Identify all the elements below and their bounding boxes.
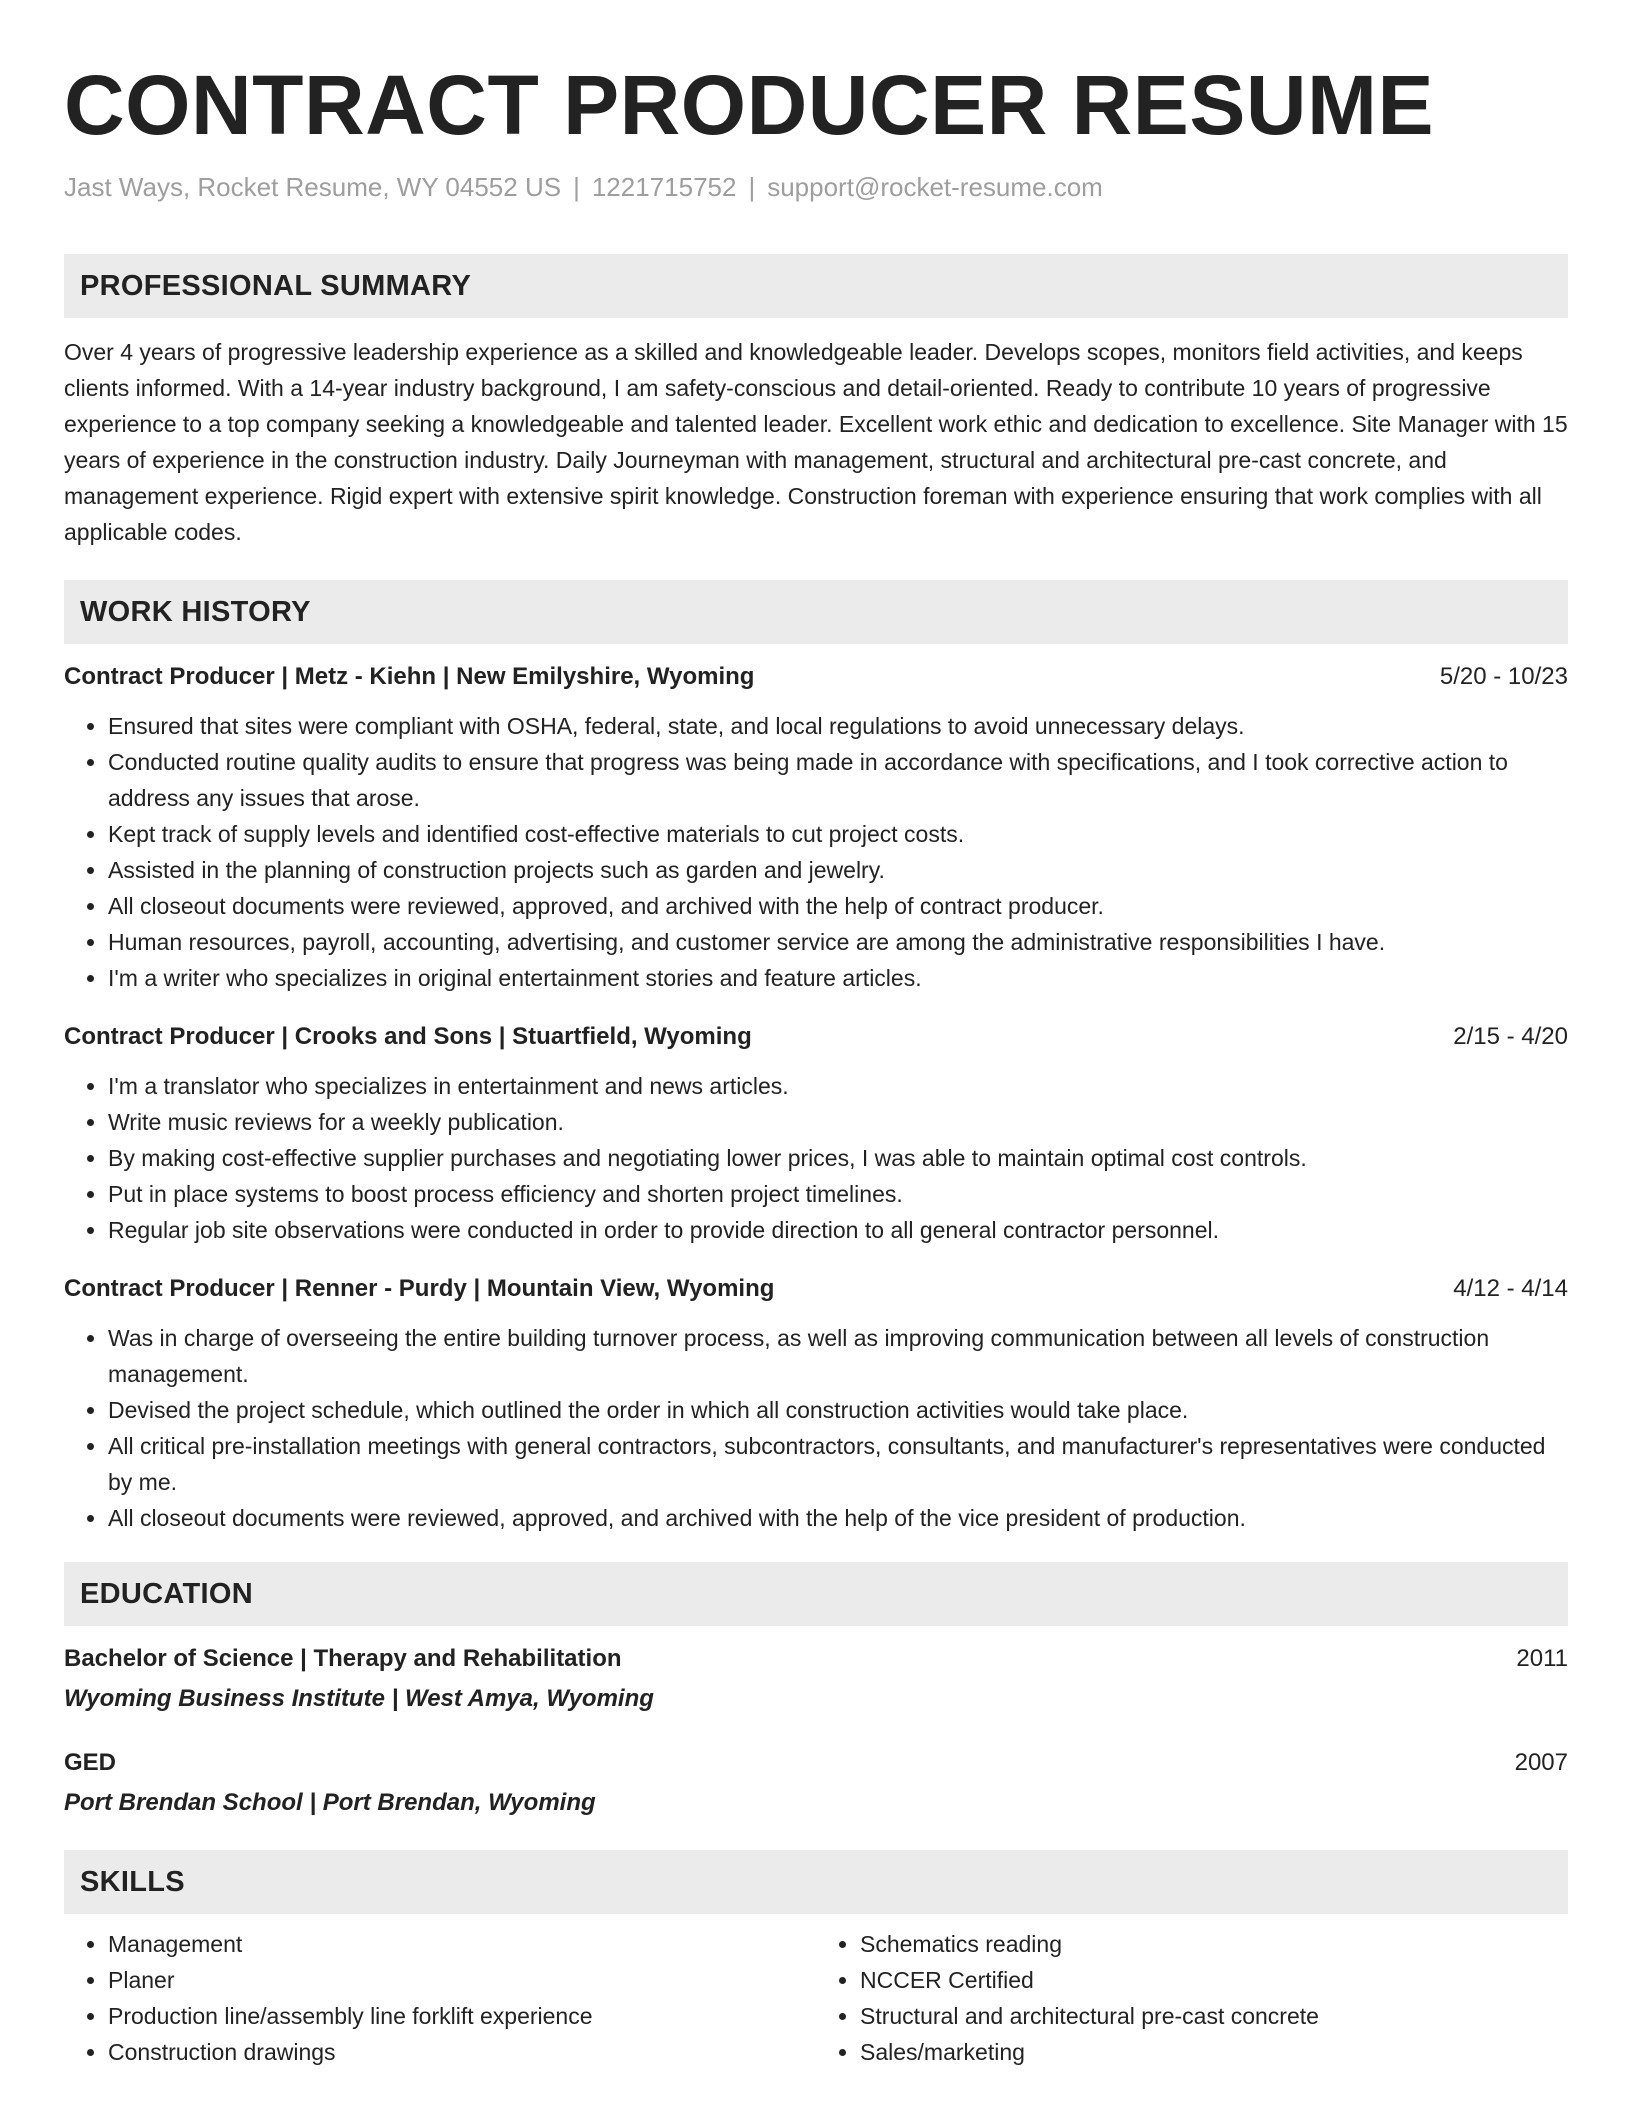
skill-item: • Sales/marketing [860,2034,1568,2070]
section-heading-education: EDUCATION [64,1562,1568,1626]
skill-item: • Production line/assembly line forklift experience [108,1998,816,2034]
job-bullet: • I'm a translator who specializes in entertainment and news articles. [108,1068,1568,1104]
contact-separator: | [573,172,580,202]
job-bullet: • All closeout documents were reviewed, approved, and archived with the help of contract producer. [108,888,1568,924]
job-bullet: • Ensured that sites were compliant with OSHA, federal, state, and local regulations to avoid unnecessary delays. [108,708,1568,744]
job-bullet: • Kept track of supply levels and identified cost-effective materials to cut project costs. [108,816,1568,852]
job-entry [64,660,1568,996]
job-date: 4/12 - 4/14 [1453,1275,1568,1302]
job-bullet: • All closeout documents were reviewed, approved, and archived with the help of the vice president of production. [108,1500,1568,1536]
job-bullet: • Put in place systems to boost process efficiency and shorten project timelines. [108,1176,1568,1212]
education-degree: GED [64,1749,117,1776]
education-school: Port Brendan School | Port Brendan, Wyoming [64,1789,596,1816]
job-bullet: • All critical pre-installation meetings with general contractors, subcontractors, consultants, and manufacturer's representatives were conducted by me. [108,1428,1568,1500]
skill-item: • Management [108,1926,816,1962]
job-bullet: • Human resources, payroll, accounting, advertising, and customer service are among the administrative responsibilities I have. [108,924,1568,960]
contact-separator: | [748,172,756,202]
education-year: 2011 [1516,1645,1568,1672]
skill-item: • Construction drawings [108,2034,816,2070]
education-degree: Bachelor of Science | Therapy and Rehabilitation [64,1645,622,1672]
job-entry [64,1020,1568,1248]
education-entry [64,1746,1568,1820]
education-header [64,1642,1568,1676]
education-header [64,1746,1568,1780]
section-heading-skills: SKILLS [64,1850,1568,1914]
job-entry [64,1272,1568,1536]
page-title: CONTRACT PRODUCER RESUME [64,58,1435,152]
job-bullet: • Assisted in the planning of construction projects such as garden and jewelry. [108,852,1568,888]
job-bullet: • Was in charge of overseeing the entire building turnover process, as well as improving communication between all levels of construction management. [108,1320,1568,1392]
job-bullet: • By making cost-effective supplier purchases and negotiating lower prices, I was able to maintain optimal cost controls. [108,1140,1568,1176]
job-title: Contract Producer | Metz - Kiehn | New Emilyshire, Wyoming [64,663,755,690]
contact-address: Jast Ways, Rocket Resume, WY 04552 US [64,172,562,202]
skill-item: • NCCER Certified [860,1962,1568,1998]
job-bullet: • Regular job site observations were conducted in order to provide direction to all general contractor personnel. [108,1212,1568,1248]
contact-line [64,170,1568,204]
skills-column-right [816,1926,1568,2070]
job-header [64,1272,1568,1306]
job-title: Contract Producer | Crooks and Sons | Stuartfield, Wyoming [64,1023,752,1050]
skill-item: • Planer [108,1962,816,1998]
job-header [64,660,1568,694]
job-date: 5/20 - 10/23 [1439,663,1568,690]
section-heading-summary: PROFESSIONAL SUMMARY [64,254,1568,318]
job-date: 2/15 - 4/20 [1453,1023,1568,1050]
contact-phone: 1221715752 [591,172,737,202]
skill-item: • Structural and architectural pre-cast concrete [860,1998,1568,2034]
job-bullets [64,1068,1568,1248]
section-heading-work-history: WORK HISTORY [64,580,1568,644]
education-year: 2007 [1514,1749,1568,1776]
skill-item: • Schematics reading [860,1926,1568,1962]
education-entry [64,1642,1568,1716]
job-title: Contract Producer | Renner - Purdy | Mountain View, Wyoming [64,1275,775,1302]
summary-text: Over 4 years of progressive leadership experience as a skilled and knowledgeable leader. Develops scopes, monitors field activities, and keeps clients informed. With a 14-year industry background, I am safety-conscious and detail-oriented. Ready to contribute 10 years of progressive experience to a top company seeking a knowledgeable and talented leader. Excellent work ethic and dedication to excellence. Site Manager with 15 years of experience in the construction industry. Daily Journeyman with management, structural and architectural pre-cast concrete, and management experience. Rigid expert with extensive spirit knowledge. Construction foreman with experience ensuring that work complies with all applicable codes. [64,339,1568,545]
resume-page [64,0,1568,2070]
education-school: Wyoming Business Institute | West Amya, Wyoming [64,1685,654,1712]
job-bullets [64,708,1568,996]
job-bullet: • Write music reviews for a weekly publication. [108,1104,1568,1140]
contact-email: support@rocket-resume.com [767,172,1103,202]
job-bullet: • I'm a writer who specializes in original entertainment stories and feature articles. [108,960,1568,996]
job-bullets [64,1320,1568,1536]
skills-grid [64,1926,1568,2070]
skills-column-left [64,1926,816,2070]
job-bullet: • Devised the project schedule, which outlined the order in which all construction activities would take place. [108,1392,1568,1428]
job-header [64,1020,1568,1054]
job-bullet: • Conducted routine quality audits to ensure that progress was being made in accordance with specifications, and I took corrective action to address any issues that arose. [108,744,1568,816]
